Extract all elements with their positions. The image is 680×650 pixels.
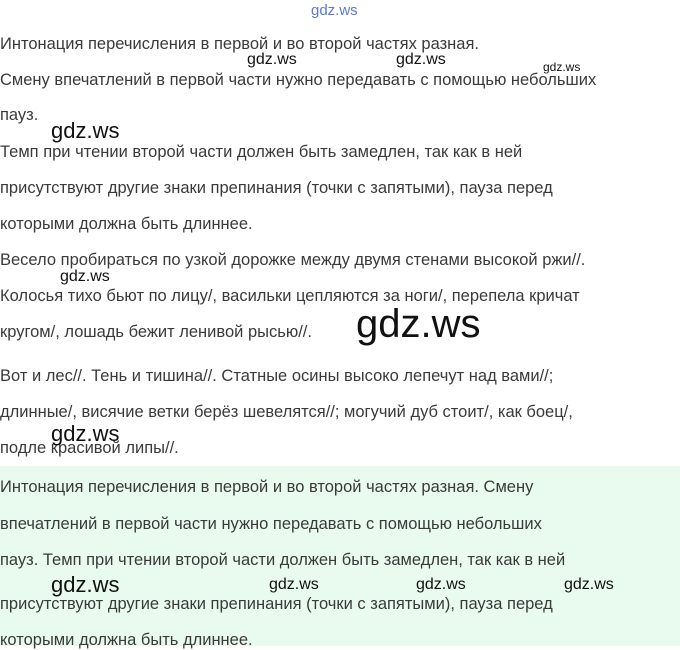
answer-line: Интонация перечисления в первой и во второй частях разная. Смену bbox=[0, 478, 534, 496]
text-line: Смену впечатлений в первой части нужно передавать с помощью небольших bbox=[0, 71, 597, 89]
text-line: Интонация перечисления в первой и во второй частях разная. bbox=[0, 35, 479, 53]
text-line: кругом/, лошадь бежит ленивой рысью//. bbox=[0, 323, 312, 341]
watermark: gdz.ws bbox=[416, 576, 466, 593]
text-line: пауз. bbox=[0, 106, 39, 124]
watermark: gdz.ws bbox=[564, 576, 614, 593]
text-line: присутствуют другие знаки препинания (точки с запятыми), пауза перед bbox=[0, 179, 553, 197]
text-line: которыми должна быть длиннее. bbox=[0, 215, 253, 233]
watermark: gdz.ws bbox=[269, 576, 319, 593]
watermark: gdz.ws bbox=[51, 421, 120, 446]
watermark: gdz.ws bbox=[311, 2, 358, 19]
answer-line: которыми должна быть длиннее. bbox=[0, 631, 253, 649]
answer-line: пауз. Темп при чтении второй части должен быть замедлен, так как в ней bbox=[0, 551, 566, 569]
watermark: gdz.ws bbox=[60, 268, 110, 285]
text-line: Весело пробираться по узкой дорожке между двумя стенами высокой ржи//. bbox=[0, 251, 586, 269]
watermark: gdz.ws bbox=[543, 60, 581, 74]
text-line: Вот и лес//. Тень и тишина//. Статные осины высоко лепечут над вами//; bbox=[0, 367, 554, 385]
watermark: gdz.ws bbox=[396, 51, 446, 68]
text-line: подле красивой липы//. bbox=[0, 439, 179, 457]
watermark: gdz.ws bbox=[247, 51, 297, 68]
answer-line: присутствуют другие знаки препинания (точки с запятыми), пауза перед bbox=[0, 595, 553, 613]
watermark: gdz.ws bbox=[356, 302, 481, 346]
answer-line: впечатлений в первой части нужно передавать с помощью небольших bbox=[0, 515, 542, 533]
watermark: gdz.ws bbox=[51, 572, 120, 597]
text-line: Темп при чтении второй части должен быть замедлен, так как в ней bbox=[0, 143, 523, 161]
watermark: gdz.ws bbox=[51, 118, 120, 143]
text-line: Колосья тихо бьют по лицу/, васильки цепляются за ноги/, перепела кричат bbox=[0, 287, 580, 305]
text-line: длинные/, висячие ветки берёз шевелятся//; могучий дуб стоит/, как боец/, bbox=[0, 403, 573, 421]
